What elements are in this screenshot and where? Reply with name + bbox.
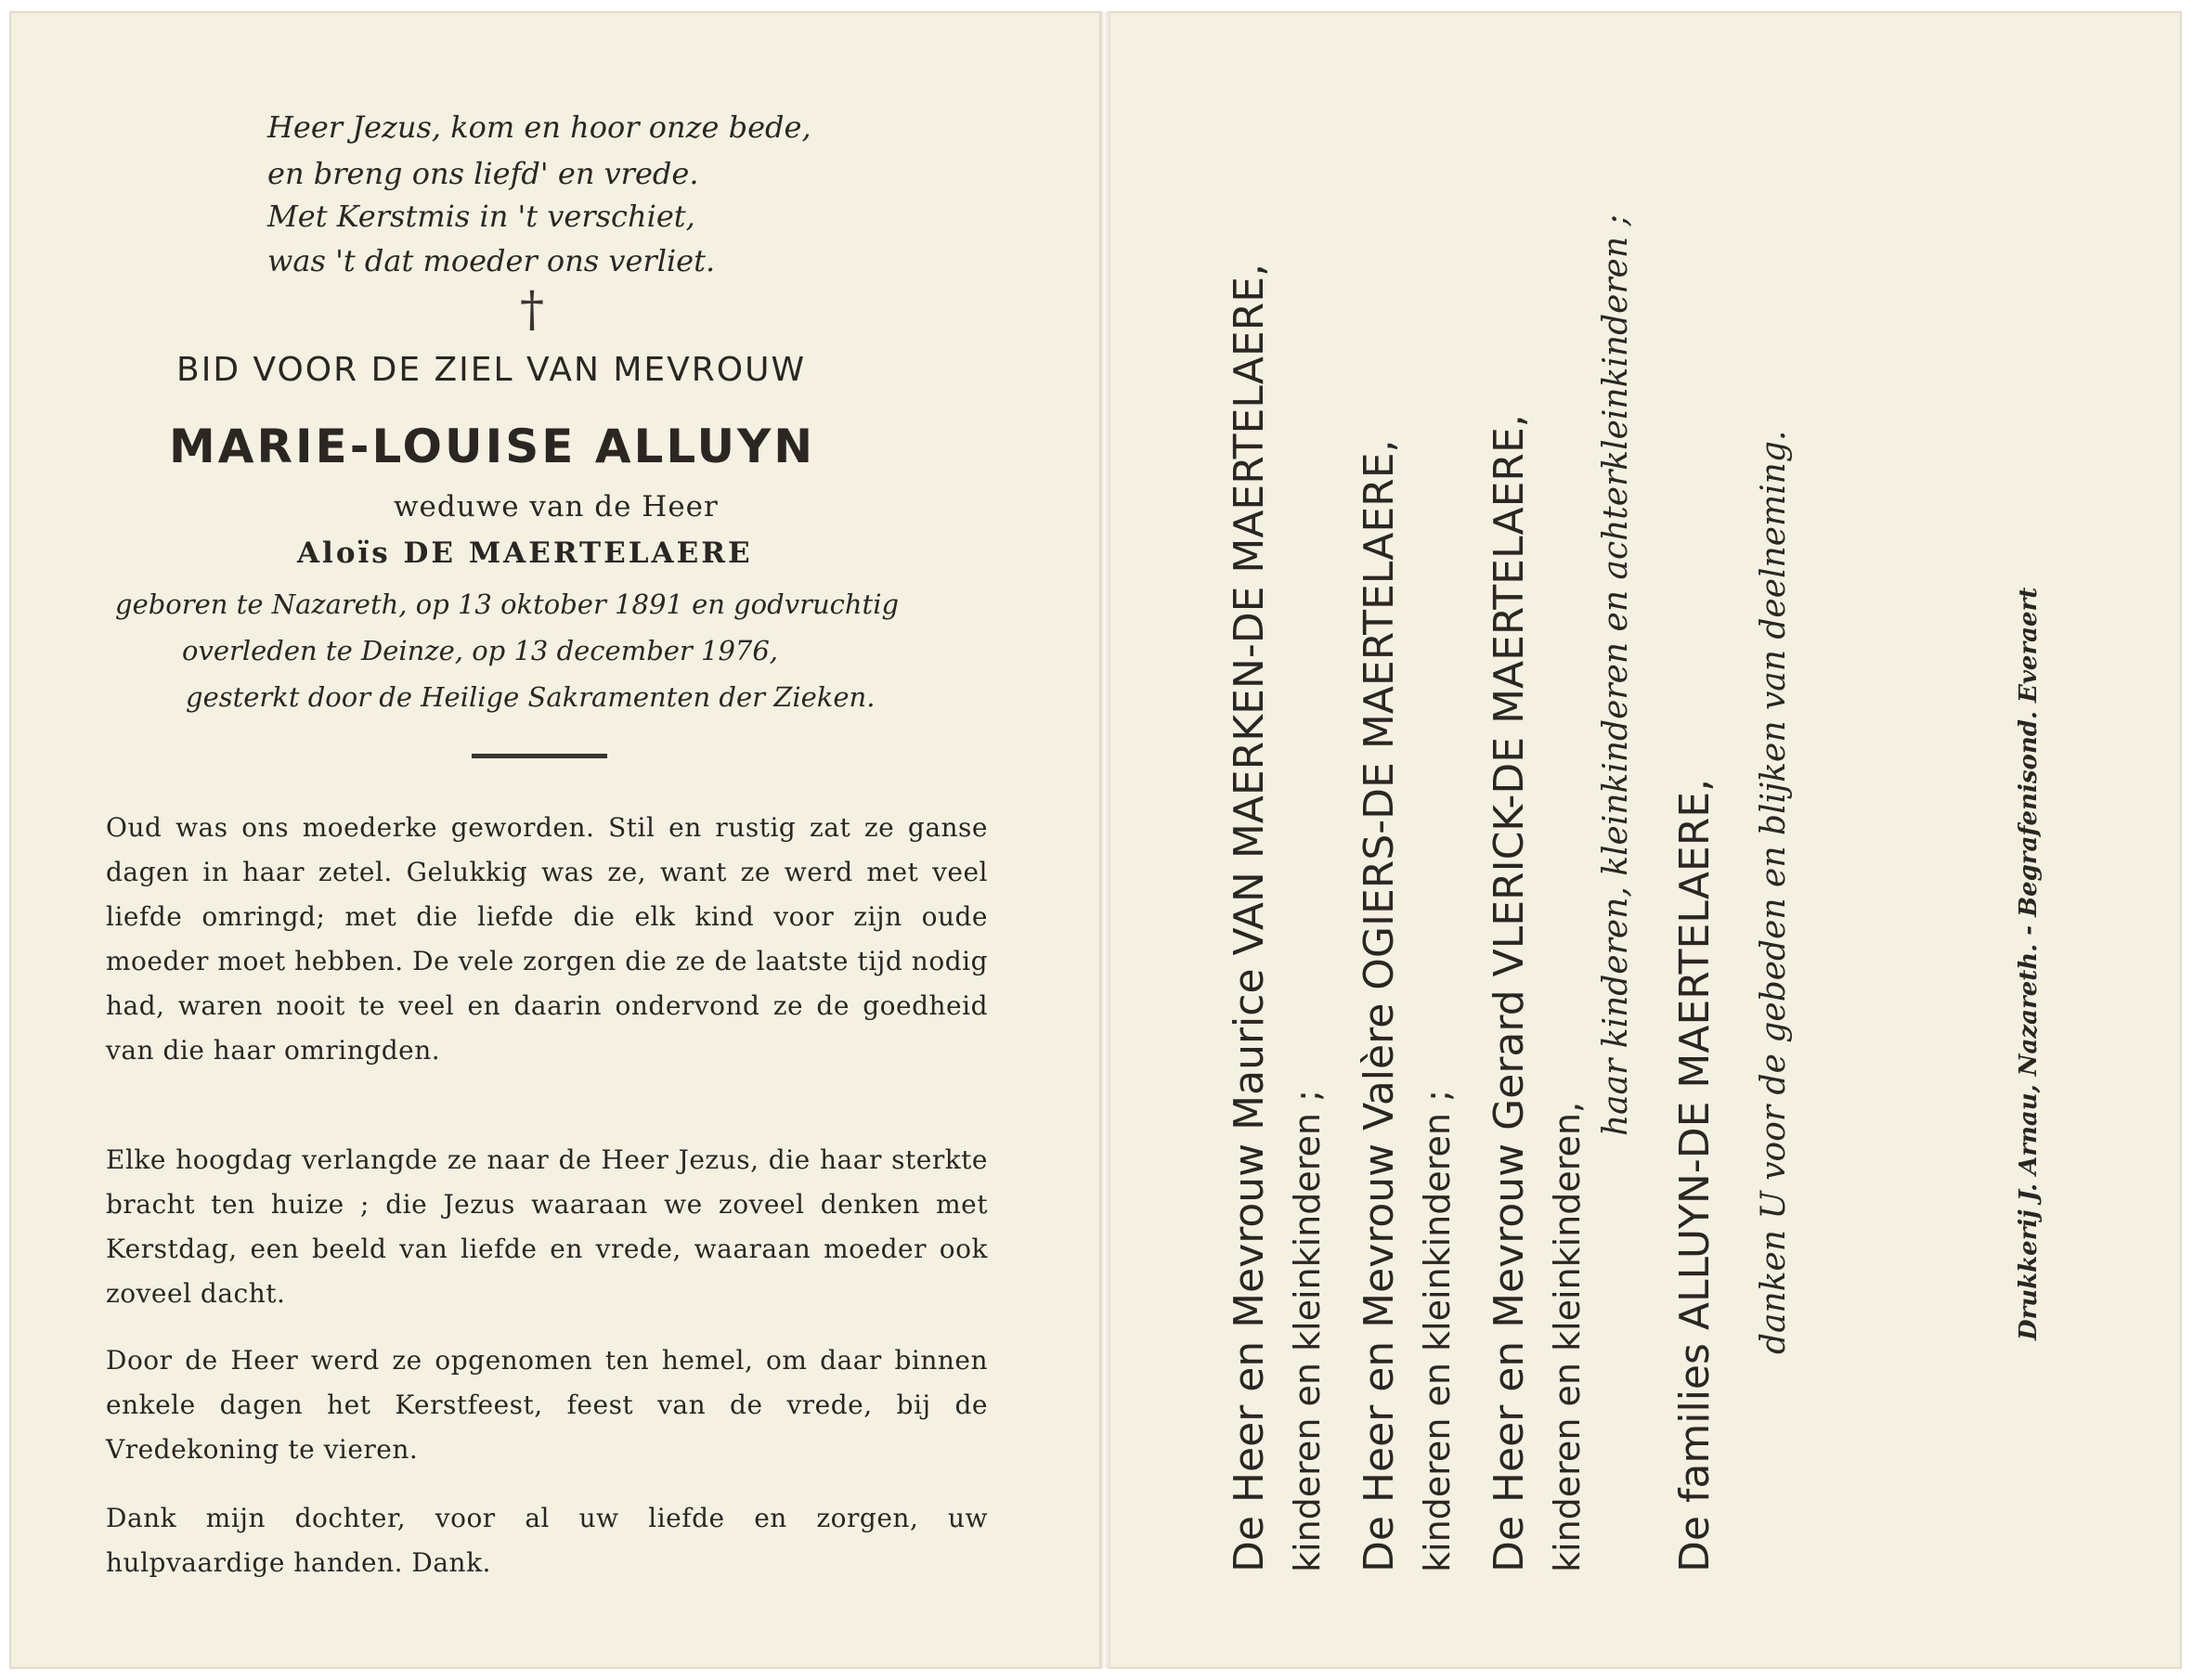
thanks-line: danken U voor de gebeden en blijken van deelneming. [1755,430,1793,1354]
right-page-rotated-text [1207,59,2193,1572]
family-line-6: kinderen en kleinkinderen, [1547,1101,1588,1572]
poem-line-4: was 't dat moeder ons verliet. [267,243,716,278]
cross-icon: † [520,282,544,338]
poem-line-1: Heer Jezus, kom en hoor onze bede, [267,110,811,145]
paragraph-2: Elke hoogdag verlangde ze naar de Heer Jezus, die haar sterkte bracht ten huize ; die Jezus waaraan we zoveel denken met Kerstdag, een beeld van liefde en vrede, waaraan moeder ook zoveel dacht. [106,1144,988,1309]
deceased-name: MARIE-LOUISE ALLUYN [169,420,816,473]
family-line-3: De Heer en Mevrouw Valère OGIERS-DE MAERTELAERE, [1356,439,1403,1572]
bio-line-3: gesterkt door de Heilige Sakramenten der Zieken. [186,681,876,713]
family-line-7: haar kinderen, kleinkinderen en achterkleinkinderen ; [1597,214,1635,1136]
husband-name: Aloïs DE MAERTELAERE [297,536,753,570]
paragraph-4: Dank mijn dochter, voor al uw liefde en zorgen, uw hulpvaardige handen. Dank. [106,1503,988,1578]
paragraph-3: Door de Heer werd ze opgenomen ten hemel, om daar binnen enkele dagen het Kerstfeest, feest van de vrede, bij de Vredekoning te vieren. [106,1345,988,1465]
family-line-5: De Heer en Mevrouw Gerard VLERICK-DE MAERTELAERE, [1486,414,1533,1572]
paragraph-1: Oud was ons moederke geworden. Stil en rustig zat ze ganse dagen in haar zetel. Gelukkig was ze, want ze werd met veel liefde omringd; met die liefde die elk kind voor zijn oude moeder moet hebben. De vele zorgen die ze de laatste tijd nodig had, waren nooit te veel en daarin ondervond ze de goedheid van die haar omringden. [106,812,988,1066]
prayer-heading: BID VOOR DE ZIEL VAN MEVROUW [176,351,807,389]
printer-credit: Drukkerij J. Arnau, Nazareth. - Begrafenisond. Everaert [2015,587,2043,1340]
poem-line-2: en breng ons liefd' en vrede. [267,156,699,191]
family-line-8: De families ALLUYN-DE MAERTELAERE, [1671,778,1719,1572]
family-line-2: kinderen en kleinkinderen ; [1287,1090,1328,1572]
widow-of-text: weduwe van de Heer [394,490,719,523]
bio-line-1: geboren te Nazareth, op 13 oktober 1891 en godvruchtig [115,588,900,620]
separator-rule [472,754,607,758]
card-fold [1099,11,1110,1669]
poem-line-3: Met Kerstmis in 't verschiet, [267,199,695,234]
family-line-4: kinderen en kleinkinderen ; [1417,1090,1458,1572]
family-line-1: De Heer en Mevrouw Maurice VAN MAERKEN-DE MAERTELAERE, [1226,263,1273,1572]
bio-line-2: overleden te Deinze, op 13 december 1976, [182,635,779,666]
